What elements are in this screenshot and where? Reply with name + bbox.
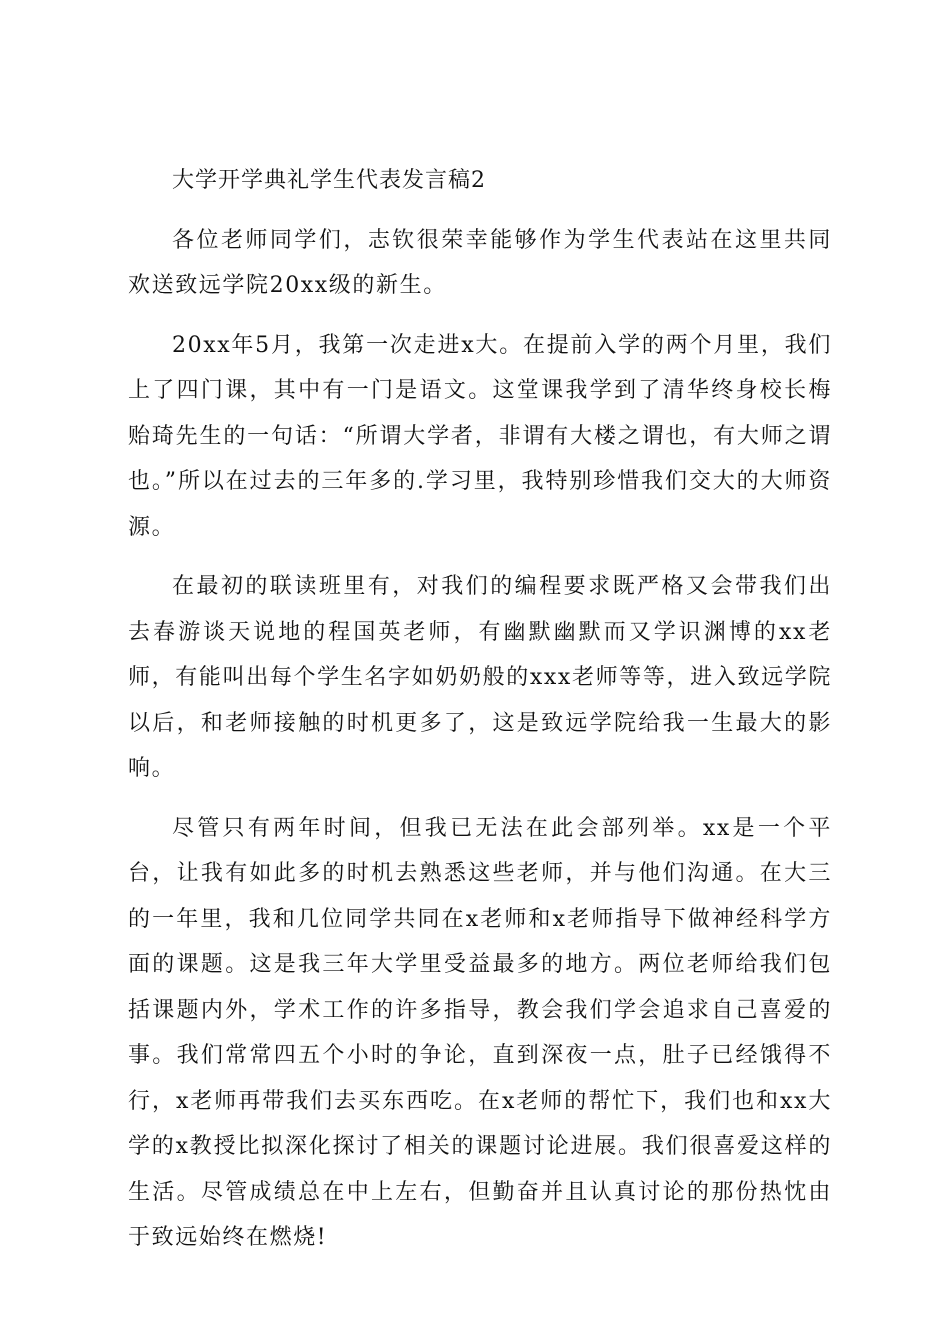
paragraph-1: 各位老师同学们，志钦很荣幸能够作为学生代表站在这里共同欢送致远学院20xx级的新生。 [128, 227, 832, 298]
paragraph-2: 20xx年5月，我第一次走进x大。在提前入学的两个月里，我们上了四门课，其中有一门是语文。这堂课我学到了清华终身校长梅贻琦先生的一句话：“所谓大学者，非谓有大楼之谓也，有大师之谓也。”所以在过去的三年多的.学习里，我特别珍惜我们交大的大师资源。 [128, 332, 832, 540]
paragraph-4: 尽管只有两年时间，但我已无法在此会部列举。xx是一个平台，让我有如此多的时机去熟悉这些老师，并与他们沟通。在大三的一年里，我和几位同学共同在x老师和x老师指导下做神经科学方面的课题。这是我三年大学里受益最多的地方。两位老师给我们包括课题内外，学术工作的许多指导，教会我们学会追求自己喜爱的事。我们常常四五个小时的争论，直到深夜一点，肚子已经饿得不行，x老师再带我们去买东西吃。在x老师的帮忙下，我们也和xx大学的x教授比拟深化探讨了相关的课题讨论进展。我们很喜爱这样的生活。尽管成绩总在中上左右，但勤奋并且认真讨论的那份热忱由于致远始终在燃烧! [128, 815, 832, 1250]
document-title: 大学开学典礼学生代表发言稿2 [172, 168, 486, 193]
document-body [128, 158, 832, 1261]
paragraph-3: 在最初的联读班里有，对我们的编程要求既严格又会带我们出去春游谈天说地的程国英老师，有幽默幽默而又学识渊博的xx老师，有能叫出每个学生名字如奶奶般的xxx老师等等，进入致远学院以后，和老师接触的时机更多了，这是致远学院给我一生最大的影响。 [128, 574, 832, 781]
